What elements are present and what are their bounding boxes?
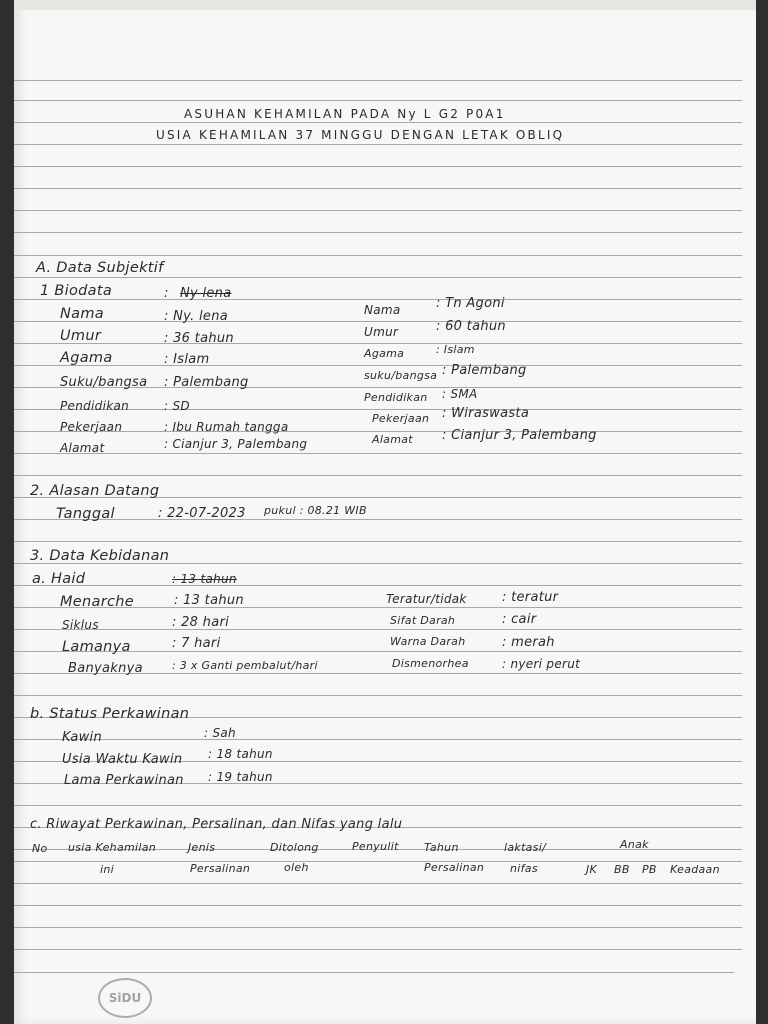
rule-line [14, 343, 742, 344]
col-subheader-keadaan: Keadaan [670, 863, 720, 876]
haid-right-value: : nyeri perut [502, 657, 581, 671]
haid-value-crossed: : 13 tahun [172, 572, 237, 586]
biodata-colon: : [164, 286, 169, 301]
husband-label: Pekerjaan [372, 412, 430, 425]
husband-value: : Palembang [442, 363, 527, 378]
rule-line [14, 629, 742, 630]
rule-line [14, 883, 742, 884]
husband-value: : Tn Agoni [436, 296, 505, 311]
status-value: : 18 tahun [208, 747, 273, 761]
section-3-title: 3. Data Kebidanan [30, 548, 170, 564]
col-subheader-jk: JK [586, 863, 598, 876]
rule-line [14, 188, 742, 189]
rule-line [14, 927, 742, 928]
patient-label: Pendidikan [60, 399, 130, 413]
rule-line [14, 861, 742, 862]
patient-label: Suku/bangsa [60, 375, 148, 390]
husband-label: Nama [364, 303, 401, 317]
patient-label: Nama [60, 306, 104, 322]
patient-value: : Cianjur 3, Palembang [164, 437, 308, 451]
col-header-no: No [32, 842, 48, 855]
haid-left-value: : 13 tahun [174, 593, 244, 608]
haid-label: a. Haid [32, 571, 86, 587]
col-header-anak: Anak [620, 838, 649, 851]
stamp-text: SiDU [108, 991, 142, 1005]
haid-left-value: : 3 x Ganti pembalut/hari [172, 659, 318, 672]
status-label: Kawin [62, 730, 103, 745]
rule-line [14, 80, 742, 81]
haid-left-label: Menarche [60, 594, 134, 610]
rule-line [14, 277, 742, 278]
haid-right-value: : cair [502, 612, 537, 627]
col-subheader-tahun-persalinan: Persalinan [424, 861, 485, 874]
rule-line [14, 232, 742, 233]
patient-value: : Ny. lena [164, 309, 229, 324]
col-header-laktasi: laktasi/ [504, 841, 547, 854]
rule-line [14, 122, 742, 123]
husband-label: Pendidikan [364, 391, 428, 404]
patient-value: : Islam [164, 352, 210, 367]
biodata-label: 1 Biodata [40, 283, 113, 299]
rule-line [14, 321, 742, 322]
rule-line [14, 431, 742, 432]
patient-label: Alamat [60, 441, 105, 455]
husband-label: suku/bangsa [364, 369, 438, 382]
husband-value: : Wiraswasta [442, 406, 530, 421]
patient-value: : Ibu Rumah tangga [164, 420, 289, 434]
col-subheader-nifas: nifas [510, 862, 538, 875]
status-label: Lama Perkawinan [64, 773, 184, 788]
patient-value: : SD [164, 399, 190, 413]
husband-label: Agama [364, 347, 405, 360]
rule-line [14, 210, 742, 211]
rule-line [14, 365, 742, 366]
rule-line [14, 972, 734, 973]
haid-right-label: Warna Darah [390, 635, 466, 648]
haid-left-label: Lamanya [62, 639, 131, 655]
status-value: : Sah [204, 726, 236, 740]
col-header-usia-kehamilan: usia Kehamilan [68, 841, 157, 854]
tanggal-label: Tanggal [56, 506, 115, 522]
col-subheader-persalinan: Persalinan [190, 862, 251, 875]
col-header-tahun: Tahun [424, 841, 459, 854]
rule-line [14, 695, 742, 696]
col-header-jenis: Jenis [188, 841, 216, 854]
page-top-edge [14, 0, 756, 10]
rule-line [14, 255, 742, 256]
section-2-title: 2. Alasan Datang [30, 483, 160, 499]
rule-line [14, 299, 742, 300]
notebook-page [14, 0, 756, 1024]
notebook-brand-stamp [98, 978, 152, 1018]
section-b-title: b. Status Perkawinan [30, 706, 190, 722]
col-subheader-bb: BB [614, 863, 630, 876]
pukul-text: pukul : 08.21 WIB [264, 504, 367, 517]
patient-label: Pekerjaan [60, 420, 123, 434]
section-c-title: c. Riwayat Perkawinan, Persalinan, dan Nifas yang lalu [30, 817, 403, 832]
husband-value: : Cianjur 3, Palembang [442, 428, 597, 443]
haid-left-value: : 7 hari [172, 636, 221, 651]
haid-right-value: : teratur [502, 590, 559, 605]
rule-line [14, 166, 742, 167]
husband-value: : SMA [442, 387, 478, 401]
rule-line [14, 519, 742, 520]
husband-label: Alamat [372, 433, 413, 446]
husband-value: : 60 tahun [436, 319, 506, 334]
rule-line [14, 453, 742, 454]
rule-line [14, 100, 742, 101]
husband-label: Umur [364, 325, 399, 339]
patient-label: Agama [60, 350, 113, 366]
rule-line [14, 144, 742, 145]
rule-line [14, 905, 742, 906]
status-value: : 19 tahun [208, 770, 273, 784]
heading-line-1: ASUHAN KEHAMILAN PADA Ny L G2 P0A1 [184, 107, 506, 121]
section-a-title: A. Data Subjektif [36, 260, 164, 276]
haid-left-label: Banyaknya [68, 661, 143, 676]
tanggal-value: : 22-07-2023 [158, 506, 246, 521]
haid-right-label: Teratur/tidak [386, 592, 467, 606]
husband-value: : Islam [436, 343, 475, 356]
patient-value: : Palembang [164, 375, 249, 390]
heading-line-2: USIA KEHAMILAN 37 MINGGU DENGAN LETAK OBLIQ [156, 128, 565, 142]
col-subheader-pb: PB [642, 863, 657, 876]
status-label: Usia Waktu Kawin [62, 752, 183, 767]
haid-left-label: Siklus [62, 618, 99, 632]
rule-line [14, 541, 742, 542]
col-header-ditolong: Ditolong [270, 841, 319, 854]
haid-right-value: : merah [502, 635, 555, 650]
patient-label: Umur [60, 328, 102, 344]
col-header-penyulit: Penyulit [352, 840, 399, 853]
rule-line [14, 475, 742, 476]
col-subheader-ini: ini [100, 863, 114, 876]
biodata-value-crossed: Ny lena [180, 286, 232, 301]
haid-right-label: Sifat Darah [390, 614, 456, 627]
col-subheader-oleh: oleh [284, 861, 309, 874]
rule-line [14, 739, 742, 740]
rule-line [14, 805, 742, 806]
haid-right-label: Dismenorhea [392, 657, 469, 670]
patient-value: : 36 tahun [164, 331, 234, 346]
rule-line [14, 949, 742, 950]
rule-line [14, 585, 742, 586]
haid-left-value: : 28 hari [172, 615, 230, 630]
